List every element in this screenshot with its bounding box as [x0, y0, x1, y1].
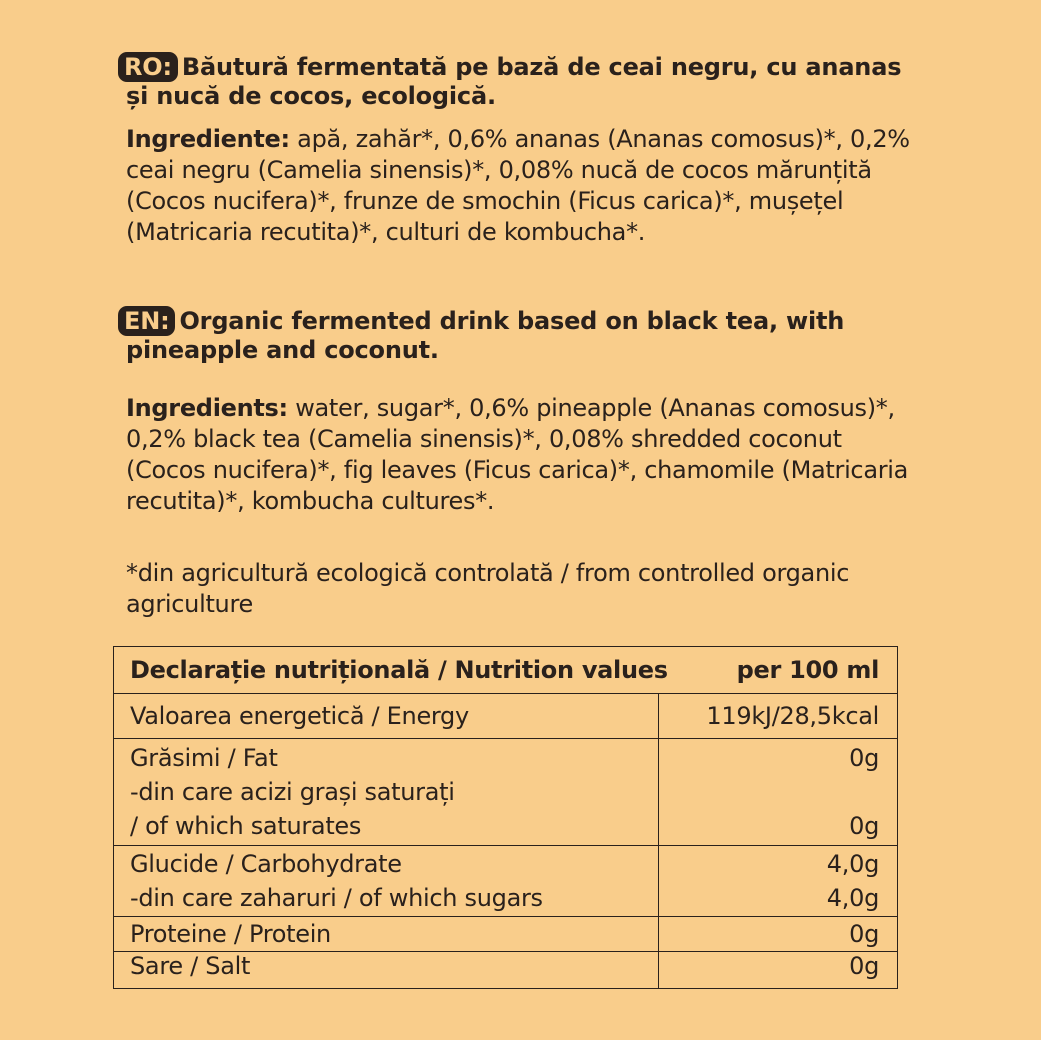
energy-value: 119kJ/28,5kcal	[659, 694, 898, 739]
carbohydrate-value: 4,0g	[826, 850, 879, 878]
ro-language-tag: RO:	[118, 52, 178, 82]
nutrition-table	[113, 646, 898, 989]
en-language-tag: EN:	[118, 306, 175, 336]
ro-ingredients-text: apă, zahăr*, 0,6% ananas (Ananas comosus)*, 0,2% ceai negru (Camelia sinensis)*, 0,08% nucă de cocos mărunțită (Cocos nucifera)*, frunze de smochin (Ficus carica)*, mușețel (Matricaria recutita)*, culturi de kombucha*.	[126, 125, 910, 246]
ro-product-title: Băutură fermentată pe bază de ceai negru, cu ananas și nucă de cocos, ecologică	[126, 53, 902, 110]
sugars-value: 4,0g	[826, 884, 879, 912]
fat-spacer	[677, 775, 879, 809]
energy-label: Valoarea energetică / Energy	[114, 694, 659, 739]
carbohydrate-cell	[114, 846, 659, 917]
salt-value: 0g	[659, 952, 898, 989]
nutrition-header-label: Declarație nutrițională / Nutrition values	[130, 656, 668, 684]
ro-ingredients-label: Ingrediente:	[126, 125, 290, 153]
fat-cell	[114, 739, 659, 846]
footnote: *din agricultură ecologică controlată / from controlled organic agriculture	[126, 559, 850, 618]
en-title-period: .	[429, 336, 439, 364]
sugars-label: -din care zaharuri / of which sugars	[130, 884, 543, 912]
en-title-block	[126, 306, 926, 364]
nutrition-header-unit: per 100 ml	[736, 656, 879, 684]
fat-label: Grăsimi / Fat	[130, 744, 278, 772]
nutrition-header-row	[114, 647, 898, 694]
table-row-protein	[114, 917, 898, 952]
en-ingredients-text: water, sugar*, 0,6% pineapple (Ananas comosus)*, 0,2% black tea (Camelia sinensis)*, 0,08% shredded coconut (Cocos nucifera)*, fig leaves (Ficus carica)*, chamomile (Matricaria recutita)*, kombucha cultures*.	[126, 394, 909, 515]
table-row-energy	[114, 694, 898, 739]
table-row-carbohydrate	[114, 846, 898, 917]
ro-title-block	[126, 52, 926, 110]
fat-values-cell	[659, 739, 898, 846]
table-row-salt	[114, 952, 898, 989]
fat-value: 0g	[849, 744, 879, 772]
saturates-label-ro: -din care acizi grași saturați	[130, 778, 455, 806]
en-ingredients-label: Ingredients:	[126, 394, 288, 422]
nutrition-header-cell	[114, 647, 898, 694]
ro-title-period: .	[486, 82, 496, 110]
saturates-value: 0g	[849, 812, 879, 840]
table-row-fat	[114, 739, 898, 846]
carbohydrate-values-cell	[659, 846, 898, 917]
en-ingredients	[126, 393, 926, 517]
carbohydrate-label: Glucide / Carbohydrate	[130, 850, 402, 878]
saturates-label-en: / of which saturates	[130, 812, 362, 840]
protein-label: Proteine / Protein	[114, 917, 659, 952]
en-product-title: Organic fermented drink based on black tea, with pineapple and coconut	[126, 307, 845, 364]
salt-label: Sare / Salt	[114, 952, 659, 989]
ro-ingredients	[126, 124, 926, 248]
protein-value: 0g	[659, 917, 898, 952]
